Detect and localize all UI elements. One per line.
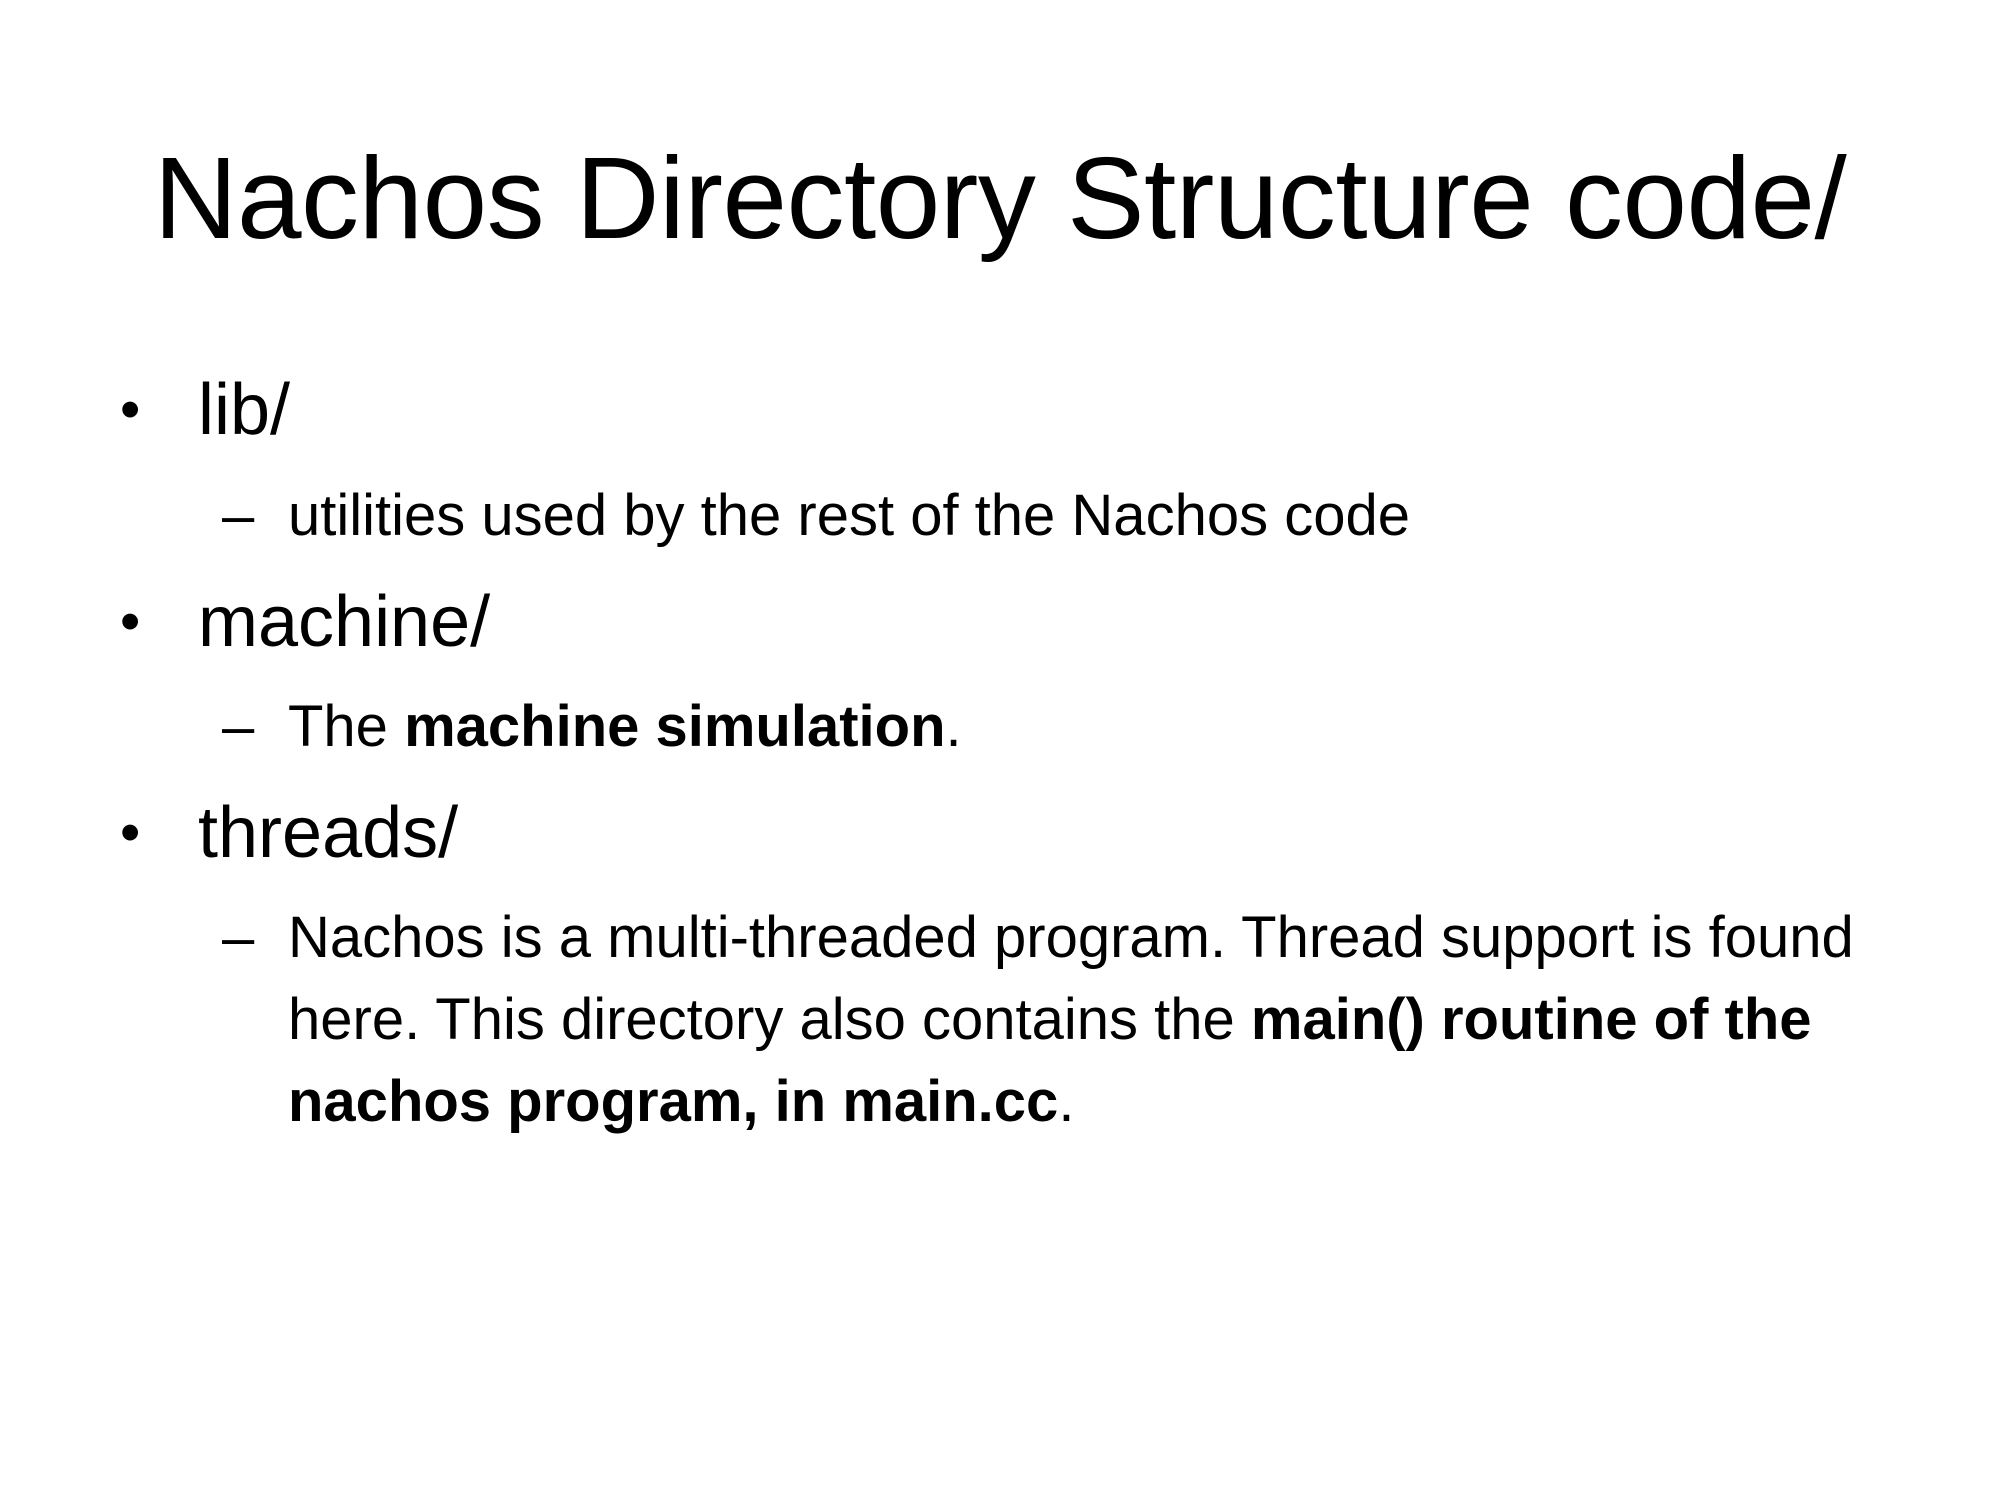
dash-icon: – <box>222 905 255 970</box>
sub-item-text-part: . <box>1058 1069 1075 1134</box>
sub-item-text <box>288 686 1928 768</box>
sub-item-text-bold: machine simulation <box>404 694 946 759</box>
sub-item-text <box>288 897 1928 1143</box>
dash-icon: – <box>222 694 255 759</box>
sub-item-text-bold: main() routine of the nachos program, in main.cc <box>288 987 1812 1134</box>
bullet-icon: • <box>120 377 141 442</box>
bullet-label: lib/ <box>198 370 291 450</box>
bullet-label: machine/ <box>198 582 491 662</box>
sub-item-text-part: . <box>945 694 962 759</box>
dash-icon: – <box>222 483 255 548</box>
bullet-icon: • <box>120 589 141 654</box>
sub-item-text-part: The <box>288 694 405 759</box>
sub-item-text-part: Nachos is a multi-threaded program. Thread support is found here. This directory also contains the <box>288 905 1854 1052</box>
bullet-label: threads/ <box>198 793 459 873</box>
sub-item-text <box>288 475 1928 557</box>
bullet-icon: • <box>120 800 141 865</box>
sub-item-text-part: utilities used by the rest of the Nachos code <box>288 483 1410 548</box>
slide-title: Nachos Directory Structure code/ <box>153 133 1847 263</box>
